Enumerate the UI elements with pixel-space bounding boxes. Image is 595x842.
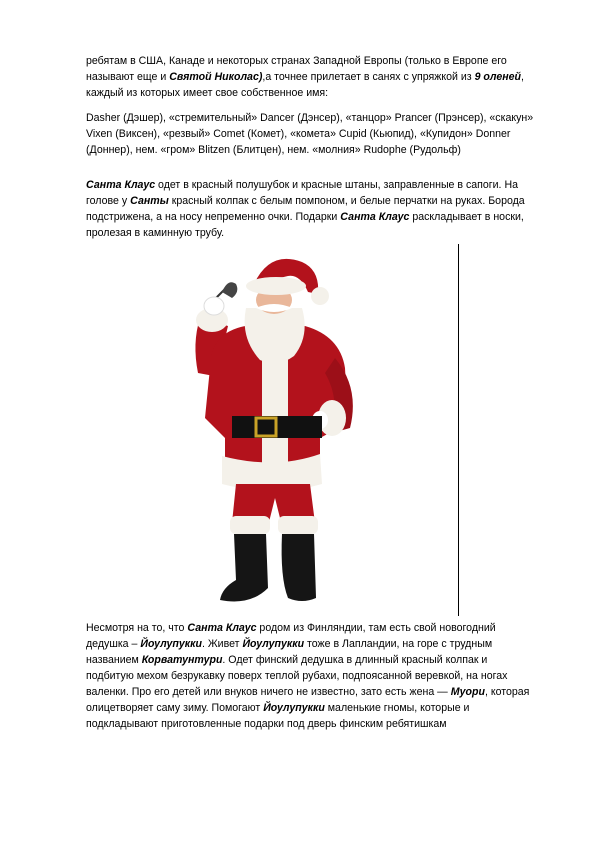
text-run: тоже в Лапландии, на горе с трудным названием xyxy=(86,638,493,666)
text-run: . Одет финский дедушка в длинный красный колпак и подбитую мехом безрукавку поверх теплой рубахи, подпоясанной веревкой, на ногах валенки. Про его детей или внуков ничего не известно, зато есть жена — xyxy=(86,654,508,698)
text-run: красный колпак с белым помпоном, и белые перчатки на руках. Борода подстрижена, а на носу непременно очки. Подарки xyxy=(86,195,525,223)
emphasis-joulupukki: Йоулупукки xyxy=(263,702,325,714)
text-run: родом из Финляндии, там есть свой новогодний дедушка – xyxy=(86,622,496,650)
emphasis-korvatunturi: Корватунтури xyxy=(141,654,223,666)
emphasis-saint-nicholas: Святой Николас) xyxy=(169,71,263,83)
text-run: одет в красный полушубок и красные штаны, заправленные в сапоги. На голове у xyxy=(86,179,518,207)
emphasis-nine-reindeer: 9 оленей xyxy=(474,71,521,83)
text-run: , каждый из которых имеет свое собственное имя: xyxy=(86,71,524,99)
emphasis-muori: Муори xyxy=(450,686,485,698)
text-run: ,а точнее прилетает в санях с упряжкой из xyxy=(262,71,475,83)
paragraph-reindeer-names: Dasher (Дэшер), «стремительный» Dancer (Дэнсер), «танцор» Prancer (Прэнсер), «скакун» Vixen (Виксен), «резвый» Comet (Комет), «комета» Cupid (Кьюпид), «Купидон» Donner (Доннер), нем. «гром» Blitzen (Блитцен), нем. «молния» Rudophe (Рудольф) xyxy=(86,112,534,156)
text-run: маленькие гномы, которые и подкладывают приготовленные подарки под дверь финским ребятишкам xyxy=(86,702,470,730)
text-run: , которая олицетворяет саму зиму. Помогают xyxy=(86,686,530,714)
vertical-rule xyxy=(458,244,459,616)
text-run: . Живет xyxy=(202,638,243,650)
text-run: Несмотря на то, что xyxy=(86,622,188,634)
emphasis-santa: Санты xyxy=(130,195,169,207)
santa-figure-illustration xyxy=(170,248,370,613)
paragraph-santa-outfit xyxy=(86,177,536,241)
emphasis-joulupukki: Йоулупукки xyxy=(140,638,202,650)
emphasis-santa-claus: Санта Клаус xyxy=(86,179,156,191)
text-run: раскладывает в носки, пролезая в каминную трубу. xyxy=(86,211,524,239)
emphasis-joulupukki: Йоулупукки xyxy=(242,638,305,650)
emphasis-santa-claus: Санта Клаус xyxy=(340,211,410,223)
paragraph-reindeer-intro xyxy=(86,53,536,101)
paragraph-joulupukki xyxy=(86,620,536,732)
santa-claus-photo xyxy=(170,248,370,613)
emphasis-santa-claus: Санта Клаус xyxy=(187,622,257,634)
text-run: ребятам в США, Канаде и некоторых странах Западной Европы (только в Европе его называют еще и xyxy=(86,55,507,83)
